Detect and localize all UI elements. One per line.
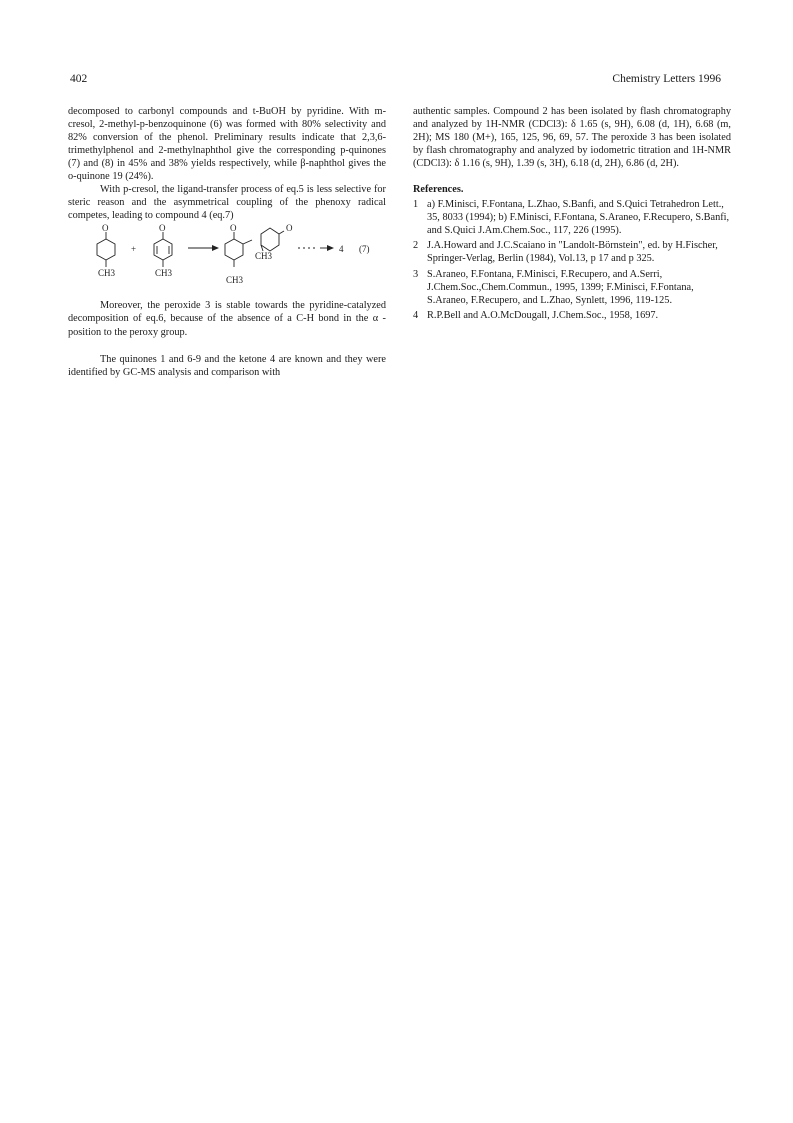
plus-sign: + [131,244,137,255]
reference-item [413,268,731,307]
journal-title: Chemistry Letters 1996 [612,73,721,85]
reaction-scheme-drawing [68,223,386,287]
reference-number: 4 [413,309,419,321]
reference-number: 3 [413,268,419,280]
equation-number: (7) [359,244,370,255]
methyl-label-1: CH3 [98,268,116,279]
paragraph-characterization: authentic samples. Compound 2 has been isolated by flash chromatography and analyzed by 1H-NMR (CDCl3): δ 1.65 (s, 9H), 6.08 (d, 1H), 6.68 (m, 2H); MS 180 (M+), 165, 125, 96, 69, 57. The peroxide 3 has been isolated by flash chromatography and analyzed by iodometric titration and 1H-NMR (CDCl3): δ 1.16 (s, 9H), 1.39 (s, 3H), 6.18 (d, 2H), 6.86 (d, 2H). [413,106,731,170]
reference-number: 1 [413,199,419,211]
left-column [68,105,386,379]
reference-text: a) F.Minisci, F.Fontana, L.Zhao, S.Banfi, and S.Quici Tetrahedron Lett., 35, 8033 (1994); b) F.Minisci, F.Fontana, S.Araneo, F.Recupero, S.Banfi, and S.Quici J.Am.Chem.Soc., 117, 226 (1995). [427,199,730,237]
arrow-head-2 [327,245,334,251]
atom-oxygen-1: O [102,223,109,234]
reaction-scheme-eq7 [68,223,386,287]
page-number: 402 [70,73,88,85]
reference-text: J.A.Howard and J.C.Scaiano in "Landolt-Börnstein", ed. by H.Fischer, Springer-Verlag, Berlin (1984), Vol.13, p 17 and p 325. [427,240,718,265]
reference-item [413,239,731,265]
paragraph-peroxide-stability: Moreover, the peroxide 3 is stable towards the pyridine-catalyzed decomposition of eq.6, because of the absence of a C-H bond in the α -position to the peroxy group. [68,300,386,338]
atom-oxygen-3: O [230,223,237,234]
methyl-label-3: CH3 [226,275,244,286]
reference-number: 2 [413,240,419,252]
references-heading: References. [413,184,464,196]
methyl-label-2: CH3 [155,268,173,279]
product-label: 4 [339,244,344,255]
atom-oxygen-4: O [286,223,293,234]
reference-text: S.Araneo, F.Fontana, F.Minisci, F.Recupero, and A.Serri, J.Chem.Soc.,Chem.Commun., 1995, 1399; F.Minisci, F.Fontana, S.Araneo, F.Recupero, and L.Zhao, Synlett, 1996, 119-125. [427,268,694,306]
right-column [413,105,731,324]
methyl-label-4: CH3 [255,251,273,262]
reference-item [413,309,731,322]
paragraph-quinone-yields: decomposed to carbonyl compounds and t-BuOH by pyridine. With m-cresol, 2-methyl-p-benzoquinone (6) was formed with 80% selectivity and 82% conversion of the phenol. Preliminary results indicate that 2,3,6-trimethylphenol and 2-methylnaphthol give the corresponding p-quinones (7) and (8) in 45% and 38% yields respectively, while β-naphthol gives the o-quinone 19 (24%). [68,106,386,183]
paragraph-p-cresol: With p-cresol, the ligand-transfer process of eq.5 is less selective for steric reason and the asymmetrical coupling of the phenoxy radical competes, leading to compound 4 (eq.7) [68,184,386,222]
atom-oxygen-2: O [159,223,166,234]
reference-item [413,198,731,237]
arrow-head-1 [212,245,219,251]
reference-text: R.P.Bell and A.O.McDougall, J.Chem.Soc., 1958, 1697. [427,309,659,321]
paragraph-identification: The quinones 1 and 6-9 and the ketone 4 are known and they were identified by GC-MS analysis and comparison with [68,353,386,378]
